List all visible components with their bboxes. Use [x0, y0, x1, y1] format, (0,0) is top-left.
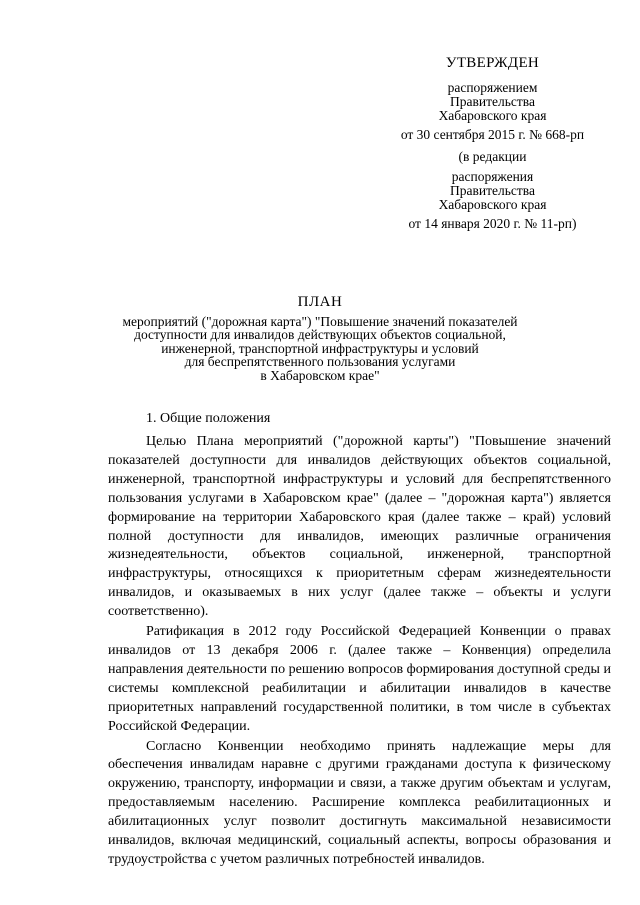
approval-line: Хабаровского края: [438, 108, 547, 123]
plan-subtitle-line: инженерной, транспортной инфраструктуры и условий: [161, 340, 479, 356]
approval-line: распоряжением: [447, 80, 538, 95]
revision-line: Правительства: [450, 183, 535, 198]
plan-title: ПЛАН: [297, 294, 343, 310]
section-heading: 1. Общие положения: [146, 411, 271, 426]
plan-subtitle-line: мероприятий ("дорожная карта") "Повышение значений показателей: [122, 313, 518, 329]
plan-subtitle-line: доступности для инвалидов действующих объектов социальной,: [134, 327, 506, 342]
plan-subtitle-line: в Хабаровском крае": [260, 367, 380, 383]
plan-header: [120, 296, 520, 382]
approval-title: УТВЕРЖДЕН: [445, 55, 540, 71]
revision-line: распоряжения: [451, 169, 534, 184]
approval-stamp: [380, 55, 605, 231]
revision-date: от 14 января 2020 г. № 11-рп): [408, 216, 577, 231]
revision-line: (в редакции: [458, 149, 527, 164]
approval-date: от 30 сентября 2015 г. № 668-рп: [400, 127, 585, 142]
approval-line: Правительства: [450, 94, 535, 109]
body-paragraph: Согласно Конвенции необходимо принять надлежащие меры для обеспечения инвалидам наравне с другими гражданами доступа к физическому окружению, транспорту, информации и связи, а также другим объектам и услугам, предоставляемым населению. Расширение комплекса реабилитационных и абилитационных услуг позволит достигнуть максимальной независимости инвалидов, включая медицинский, социальный аспекты, вопросы образования и трудоустройства с учетом различных потребностей инвалидов.: [108, 738, 611, 867]
body-paragraph: Целью Плана мероприятий ("дорожной карты") "Повышение значений показателей доступности для инвалидов действующих объектов социальной, инженерной, транспортной инфраструктуры и условий для беспрепятственного пользования услугами в Хабаровском крае" (далее – "дорожная карта") является формирование на территории Хабаровского края (далее также – край) условий полной доступности для инвалидов, имеющих различные ограничения жизнедеятельности, объектов социальной, инженерной, транспортной инфраструктуры, относящихся к приоритетным сферам жизнедеятельности инвалидов, и оказываемых в них услуг (далее также – объекты и услуги соответственно).: [108, 434, 611, 620]
revision-line: Хабаровского края: [438, 197, 547, 212]
body-paragraph: Ратификация в 2012 году Российской Федерацией Конвенции о правах инвалидов от 13 декабря 2006 г. (далее также – Конвенция) определила направления деятельности по решению вопросов формирования доступной среды и системы комплексной реабилитации и абилитации инвалидов в качестве приоритетных направлений государственной политики, в том числе в субъектах Российской Федерации.: [108, 624, 611, 734]
body-text: [108, 433, 611, 870]
plan-subtitle-line: для беспрепятственного пользования услугами: [184, 354, 456, 369]
